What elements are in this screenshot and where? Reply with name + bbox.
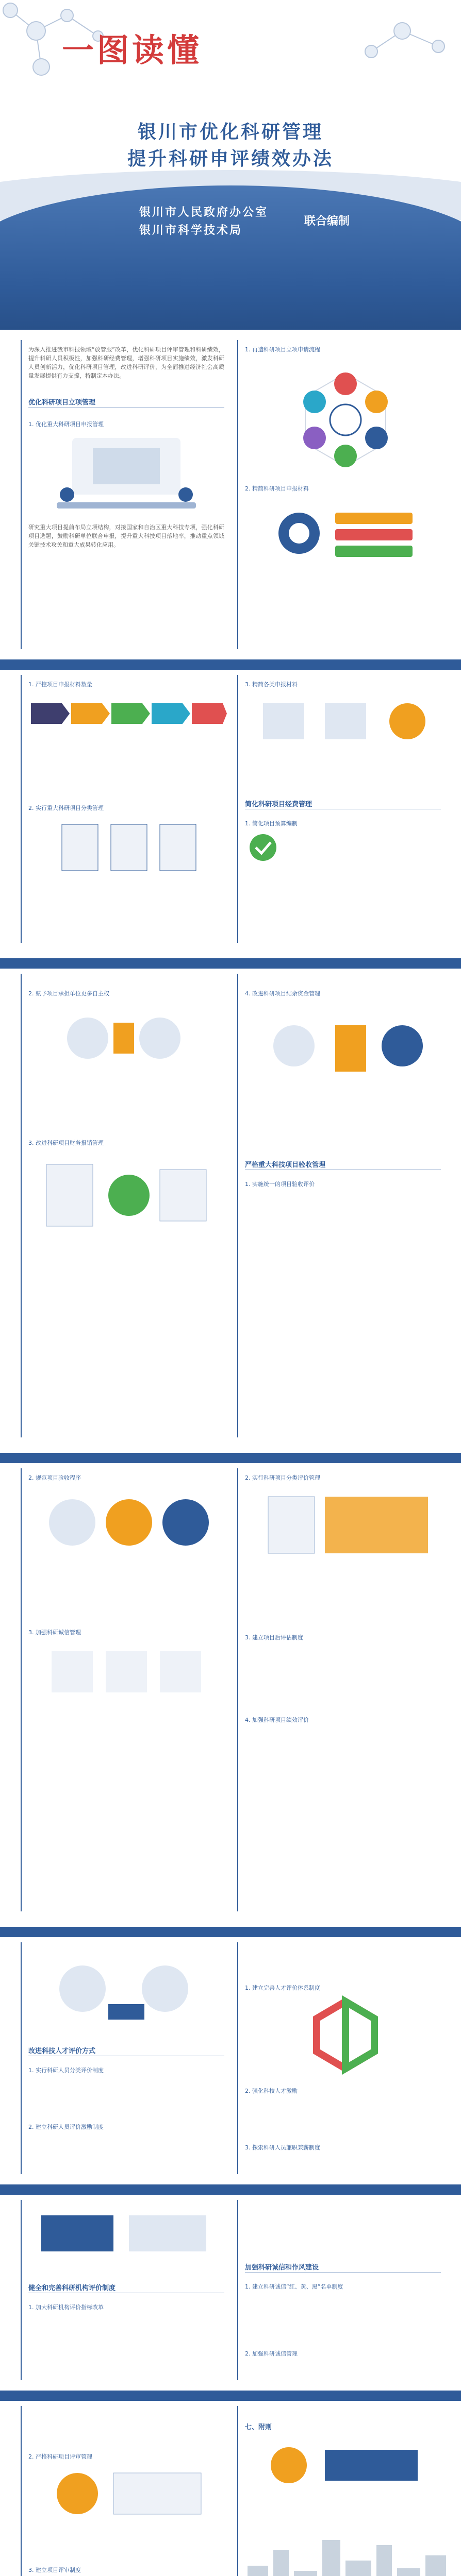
section5-left-sub1: 1. 实行科研人员分类评价制度 bbox=[28, 2067, 104, 2074]
section6-right-title: 加强科研诚信和作风建设 bbox=[245, 2264, 319, 2272]
right-rule bbox=[237, 1942, 238, 2174]
integrity-icons bbox=[41, 1641, 211, 1703]
section-4 bbox=[0, 1463, 461, 1927]
section7-left-sub2: 3. 建立项目评审制度 bbox=[28, 2567, 81, 2573]
section7-left-sub1: 2. 严格科研项目评审管理 bbox=[28, 2453, 92, 2460]
molecule-decoration-right-icon bbox=[361, 10, 454, 72]
right-rule bbox=[237, 1468, 238, 1911]
page-subtitle-line1: 银川市优化科研管理 bbox=[137, 122, 323, 143]
org-name-2: 银川市科学技术局 bbox=[139, 224, 243, 237]
section-5 bbox=[0, 1937, 461, 2184]
band-divider-3 bbox=[0, 1453, 461, 1463]
section4-right-sub2: 3. 建立项目后评估制度 bbox=[245, 1634, 303, 1641]
section2-right-sub2: 1. 简化项目预算编制 bbox=[245, 820, 298, 827]
institution-illustration-icon bbox=[31, 2205, 217, 2257]
appendix-illustration-icon bbox=[258, 2437, 433, 2494]
section2-right-title: 简化科研项目经费管理 bbox=[245, 801, 312, 808]
reimbursement-icons bbox=[41, 1154, 211, 1236]
left-rule bbox=[21, 974, 22, 1437]
section5-left-sub2: 2. 建立科研人员评价激励制度 bbox=[28, 2124, 104, 2130]
band-divider-4 bbox=[0, 1927, 461, 1937]
section6-right-sub1: 1. 建立科研诚信“红、黄、黑”名单制度 bbox=[245, 2283, 343, 2290]
section-3 bbox=[0, 969, 461, 1453]
right-rule bbox=[237, 675, 238, 943]
hexagon-evaluation-icon bbox=[268, 1994, 423, 2076]
documents-icon bbox=[52, 819, 206, 881]
band-divider-6 bbox=[0, 2391, 461, 2401]
talent-illustration-icon bbox=[36, 1953, 217, 2030]
divider bbox=[28, 407, 224, 408]
section1-sub1: 1. 优化重大科研项目申报管理 bbox=[28, 421, 104, 428]
review-illustration-icon bbox=[41, 2463, 211, 2524]
left-rule bbox=[21, 1942, 22, 2174]
section7-right-title: 七、附则 bbox=[245, 2424, 272, 2431]
intro-text: 为深入推进我市科技领域“放管服”改革，优化科研项目评审管理和科研绩效，提升科研人员积极性，加强科研经费管理，增强科研项目实施绩效，激发科研人员创新活力，优化科研项目管理，改进科研评价，为全面推进经济社会高质量发展提供有力支撑，特制定本办法。 bbox=[28, 346, 224, 379]
finance-icons bbox=[258, 693, 438, 750]
section-6 bbox=[0, 2195, 461, 2391]
left-rule bbox=[21, 2406, 22, 2576]
section4-left-sub1: 2. 规范项目验收程序 bbox=[28, 1475, 81, 1481]
section5-right-sub2: 2. 强化科技人才激励 bbox=[245, 2088, 298, 2094]
check-icon bbox=[248, 832, 278, 863]
section-intro bbox=[0, 330, 461, 659]
joint-label: 联合编制 bbox=[304, 215, 350, 228]
section4-right-sub3: 4. 加强科研项目绩效评价 bbox=[245, 1717, 309, 1723]
section1-title: 优化科研项目立项管理 bbox=[28, 399, 96, 406]
city-skyline-icon bbox=[237, 2530, 461, 2576]
divider bbox=[245, 2272, 441, 2273]
checklist-icons bbox=[263, 1486, 433, 1564]
left-rule bbox=[21, 340, 22, 649]
section3-right-title: 严格重大科技项目验收管理 bbox=[245, 1161, 326, 1169]
section-7 bbox=[0, 2401, 461, 2576]
meeting-illustration-icon bbox=[41, 433, 211, 515]
process-chart-icon bbox=[268, 497, 423, 585]
arrow-steps-icon bbox=[31, 693, 227, 744]
section3-left-sub1: 2. 赋予项目承担单位更多自主权 bbox=[28, 990, 109, 997]
section3-left-sub2: 3. 改进科研项目财务报销管理 bbox=[28, 1140, 104, 1146]
hexagon-flow-icon bbox=[268, 361, 423, 479]
band-divider-1 bbox=[0, 659, 461, 670]
page-subtitle-line2: 提升科研申评绩效办法 bbox=[127, 148, 334, 170]
band-divider-2 bbox=[0, 958, 461, 969]
section6-left-title: 健全和完善科研机构评价制度 bbox=[28, 2284, 116, 2292]
hero-banner bbox=[0, 0, 461, 330]
section2-sub2: 2. 实行重大科研项目分类管理 bbox=[28, 805, 104, 811]
left-rule bbox=[21, 675, 22, 943]
band-divider-5 bbox=[0, 2184, 461, 2195]
section5-right-sub1: 1. 建立完善人才评价体系制度 bbox=[245, 1985, 320, 1991]
right-rule bbox=[237, 2200, 238, 2380]
section6-right-sub2: 2. 加强科研诚信管理 bbox=[245, 2350, 298, 2357]
section1-body1: 研究重大项目提前布局立项结构，对接国家和自治区重大科技专项，强化科研项目选题，鼓励科研单位联合申报，提升重大科技项目落地率，推动重点领域关键技术攻关和重大成果转化应用。 bbox=[28, 524, 224, 548]
section-2 bbox=[0, 670, 461, 958]
section5-right-sub3: 3. 探索科研人员兼职兼薪制度 bbox=[245, 2144, 320, 2151]
lab-icons bbox=[263, 1005, 433, 1087]
page-title: 一图读懂 bbox=[62, 31, 203, 69]
intro-right-title: 1. 再造科研项目立项申请流程 bbox=[245, 346, 320, 353]
left-rule bbox=[21, 1468, 22, 1911]
section4-left-sub2: 3. 加强科研诚信管理 bbox=[28, 1629, 81, 1636]
right-rule bbox=[237, 340, 238, 649]
section1-right-sub: 2. 精简科研项目申报材料 bbox=[245, 485, 309, 492]
research-icons bbox=[41, 1486, 211, 1558]
org-name-1: 银川市人民政府办公室 bbox=[139, 206, 269, 219]
section5-left-title: 改进科技人才评价方式 bbox=[28, 2047, 96, 2055]
section4-right-sub1: 2. 实行科研项目分类评价管理 bbox=[245, 1475, 320, 1481]
right-rule bbox=[237, 974, 238, 1437]
section6-left-sub1: 1. 加大科研机构评价指标改革 bbox=[28, 2304, 104, 2311]
section3-right-sub2: 1. 实施统一的项目验收评价 bbox=[245, 1181, 315, 1188]
section2-sub1: 1. 严控项目申报材料数量 bbox=[28, 681, 92, 688]
section2-right-sub1: 3. 精简各类申报材料 bbox=[245, 681, 298, 688]
section3-right-sub1: 4. 改进科研项目结余资金管理 bbox=[245, 990, 320, 997]
people-money-icon bbox=[46, 1002, 201, 1079]
left-rule bbox=[21, 2200, 22, 2380]
